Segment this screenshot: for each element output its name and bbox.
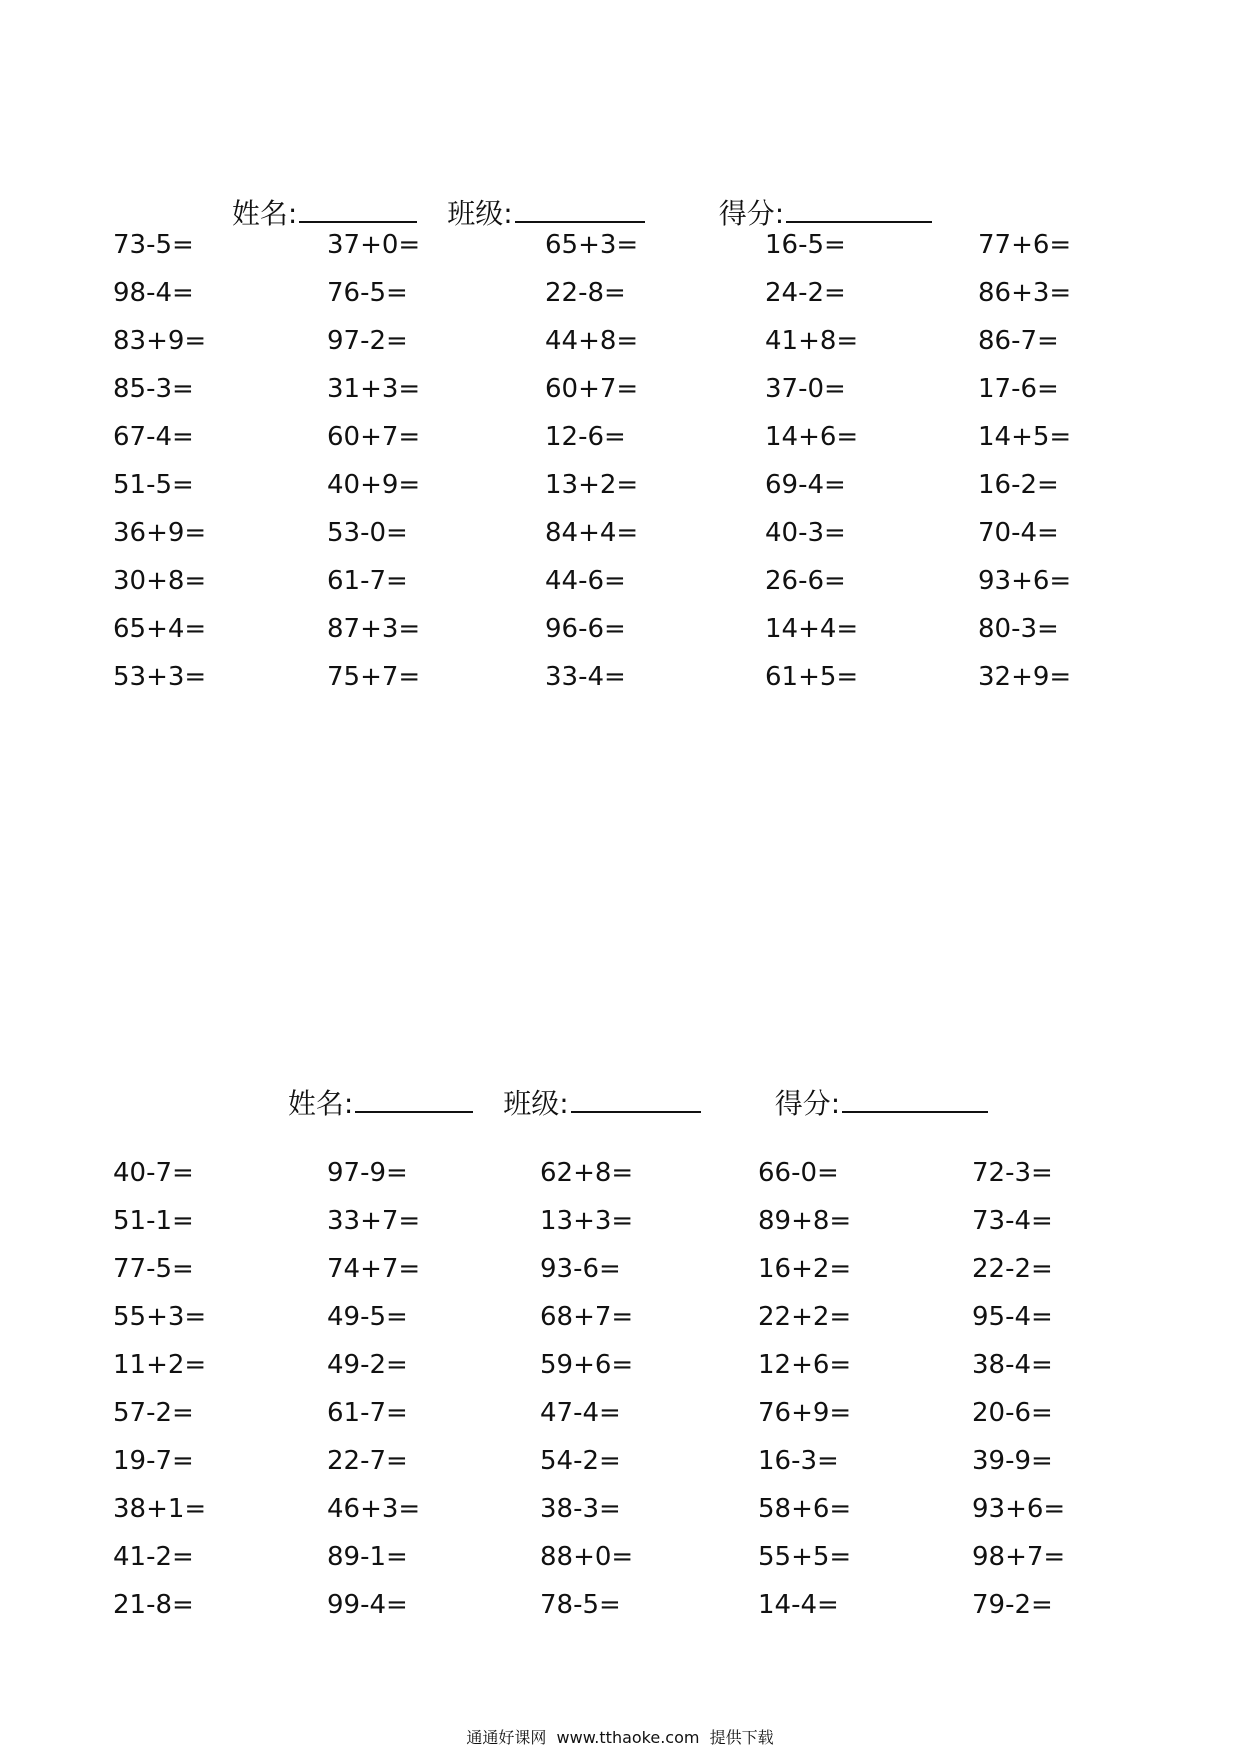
math-problem: 85-3= xyxy=(113,374,194,404)
math-problem: 55+3= xyxy=(113,1302,207,1332)
math-problem: 13+2= xyxy=(545,470,639,500)
math-problem: 61-7= xyxy=(327,566,408,596)
math-problem: 20-6= xyxy=(972,1398,1053,1428)
worksheet-2-header xyxy=(270,1057,988,1118)
math-problem: 76-5= xyxy=(327,278,408,308)
math-problem: 12-6= xyxy=(545,422,626,452)
math-problem: 89+8= xyxy=(758,1206,852,1236)
problem-row xyxy=(0,1201,1240,1241)
math-problem: 12+6= xyxy=(758,1350,852,1380)
name-label: 姓名: xyxy=(287,1087,354,1120)
math-problem: 77+6= xyxy=(978,230,1072,260)
math-problem: 41-2= xyxy=(113,1542,194,1572)
math-problem: 13+3= xyxy=(540,1206,634,1236)
math-problem: 73-5= xyxy=(113,230,194,260)
score-blank xyxy=(842,1085,988,1113)
class-label: 班级: xyxy=(447,197,513,230)
math-problem: 51-5= xyxy=(113,470,194,500)
math-problem: 26-6= xyxy=(765,566,846,596)
name-blank xyxy=(299,195,417,223)
math-problem: 69-4= xyxy=(765,470,846,500)
math-problem: 36+9= xyxy=(113,518,207,548)
math-problem: 14+4= xyxy=(765,614,859,644)
math-problem: 61-7= xyxy=(327,1398,408,1428)
math-problem: 74+7= xyxy=(327,1254,421,1284)
math-problem: 60+7= xyxy=(327,422,421,452)
math-problem: 22-2= xyxy=(972,1254,1053,1284)
math-problem: 84+4= xyxy=(545,518,639,548)
math-problem: 31+3= xyxy=(327,374,421,404)
footer-credit: 通通好课网 www.tthaoke.com 提供下载 xyxy=(466,1728,774,1747)
math-problem: 14-4= xyxy=(758,1590,839,1620)
math-problem: 60+7= xyxy=(545,374,639,404)
math-problem: 14+6= xyxy=(765,422,859,452)
math-problem: 37-0= xyxy=(765,374,846,404)
math-problem: 32+9= xyxy=(978,662,1072,692)
problem-row xyxy=(0,369,1240,409)
math-problem: 73-4= xyxy=(972,1206,1053,1236)
problem-row xyxy=(0,1441,1240,1481)
math-problem: 93+6= xyxy=(972,1494,1066,1524)
problem-row xyxy=(0,513,1240,553)
math-problem: 22-7= xyxy=(327,1446,408,1476)
math-problem: 83+9= xyxy=(113,326,207,356)
math-problem: 99-4= xyxy=(327,1590,408,1620)
math-problem: 53+3= xyxy=(113,662,207,692)
math-problem: 78-5= xyxy=(540,1590,621,1620)
math-problem: 40-3= xyxy=(765,518,846,548)
math-problem: 68+7= xyxy=(540,1302,634,1332)
math-problem: 33-4= xyxy=(545,662,626,692)
math-problem: 57-2= xyxy=(113,1398,194,1428)
math-problem: 49-5= xyxy=(327,1302,408,1332)
math-problem: 61+5= xyxy=(765,662,859,692)
class-blank xyxy=(571,1085,701,1113)
math-problem: 67-4= xyxy=(113,422,194,452)
problem-row xyxy=(0,465,1240,505)
problem-row xyxy=(0,1585,1240,1625)
math-problem: 47-4= xyxy=(540,1398,621,1428)
math-problem: 98+7= xyxy=(972,1542,1066,1572)
math-problem: 40+9= xyxy=(327,470,421,500)
math-problem: 22-8= xyxy=(545,278,626,308)
problem-row xyxy=(0,1537,1240,1577)
worksheet-1-header xyxy=(214,167,932,228)
problem-row xyxy=(0,225,1240,265)
math-problem: 55+5= xyxy=(758,1542,852,1572)
problem-row xyxy=(0,273,1240,313)
problem-row xyxy=(0,1153,1240,1193)
math-problem: 44+8= xyxy=(545,326,639,356)
math-problem: 93-6= xyxy=(540,1254,621,1284)
math-problem: 51-1= xyxy=(113,1206,194,1236)
name-label: 姓名: xyxy=(231,197,298,230)
math-problem: 39-9= xyxy=(972,1446,1053,1476)
math-problem: 49-2= xyxy=(327,1350,408,1380)
problem-row xyxy=(0,1345,1240,1385)
math-problem: 86-7= xyxy=(978,326,1059,356)
math-problem: 54-2= xyxy=(540,1446,621,1476)
score-label: 得分: xyxy=(718,197,785,230)
problem-row xyxy=(0,1249,1240,1289)
problem-row xyxy=(0,1393,1240,1433)
math-problem: 70-4= xyxy=(978,518,1059,548)
math-problem: 22+2= xyxy=(758,1302,852,1332)
math-problem: 30+8= xyxy=(113,566,207,596)
name-blank xyxy=(355,1085,473,1113)
math-problem: 65+3= xyxy=(545,230,639,260)
math-problem: 38+1= xyxy=(113,1494,207,1524)
score-blank xyxy=(786,195,932,223)
score-label: 得分: xyxy=(774,1087,841,1120)
math-problem: 37+0= xyxy=(327,230,421,260)
math-problem: 97-2= xyxy=(327,326,408,356)
problem-row xyxy=(0,321,1240,361)
math-problem: 11+2= xyxy=(113,1350,207,1380)
math-problem: 89-1= xyxy=(327,1542,408,1572)
class-label: 班级: xyxy=(503,1087,569,1120)
math-problem: 95-4= xyxy=(972,1302,1053,1332)
math-problem: 38-4= xyxy=(972,1350,1053,1380)
problem-row xyxy=(0,1489,1240,1529)
math-problem: 86+3= xyxy=(978,278,1072,308)
math-problem: 33+7= xyxy=(327,1206,421,1236)
math-problem: 38-3= xyxy=(540,1494,621,1524)
class-blank xyxy=(515,195,645,223)
math-problem: 53-0= xyxy=(327,518,408,548)
math-problem: 75+7= xyxy=(327,662,421,692)
math-problem: 62+8= xyxy=(540,1158,634,1188)
math-problem: 41+8= xyxy=(765,326,859,356)
math-problem: 24-2= xyxy=(765,278,846,308)
math-problem: 17-6= xyxy=(978,374,1059,404)
math-problem: 98-4= xyxy=(113,278,194,308)
math-problem: 93+6= xyxy=(978,566,1072,596)
math-problem: 96-6= xyxy=(545,614,626,644)
math-problem: 72-3= xyxy=(972,1158,1053,1188)
problem-row xyxy=(0,417,1240,457)
math-problem: 79-2= xyxy=(972,1590,1053,1620)
math-problem: 87+3= xyxy=(327,614,421,644)
math-problem: 80-3= xyxy=(978,614,1059,644)
math-problem: 14+5= xyxy=(978,422,1072,452)
math-problem: 40-7= xyxy=(113,1158,194,1188)
math-problem: 16-5= xyxy=(765,230,846,260)
math-problem: 21-8= xyxy=(113,1590,194,1620)
math-problem: 59+6= xyxy=(540,1350,634,1380)
math-problem: 97-9= xyxy=(327,1158,408,1188)
math-problem: 16-3= xyxy=(758,1446,839,1476)
math-problem: 44-6= xyxy=(545,566,626,596)
math-problem: 65+4= xyxy=(113,614,207,644)
problem-row xyxy=(0,657,1240,697)
math-problem: 77-5= xyxy=(113,1254,194,1284)
math-problem: 66-0= xyxy=(758,1158,839,1188)
problem-row xyxy=(0,561,1240,601)
math-problem: 58+6= xyxy=(758,1494,852,1524)
math-problem: 19-7= xyxy=(113,1446,194,1476)
math-problem: 46+3= xyxy=(327,1494,421,1524)
problem-row xyxy=(0,1297,1240,1337)
problem-row xyxy=(0,609,1240,649)
math-problem: 16-2= xyxy=(978,470,1059,500)
math-problem: 16+2= xyxy=(758,1254,852,1284)
math-problem: 76+9= xyxy=(758,1398,852,1428)
math-problem: 88+0= xyxy=(540,1542,634,1572)
